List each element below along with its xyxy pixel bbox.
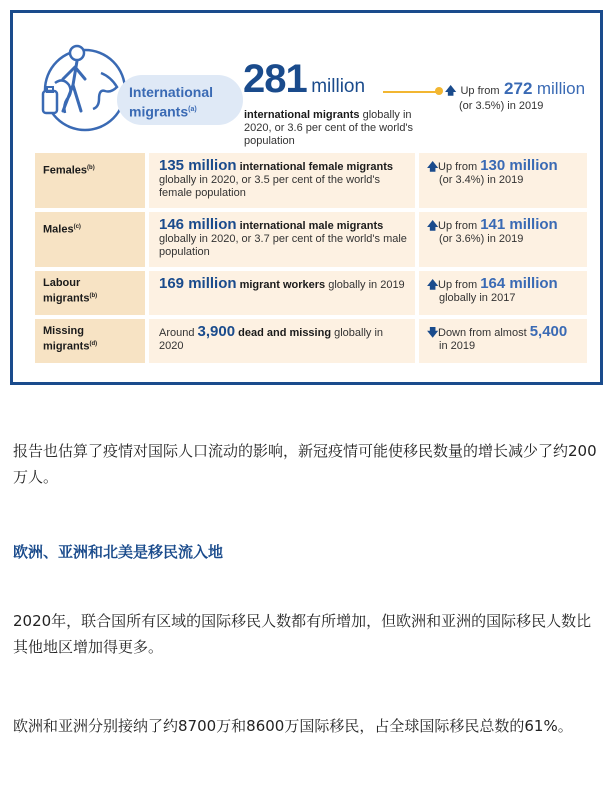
row-rest-text: globally in 2020 bbox=[159, 327, 384, 352]
row-description bbox=[149, 153, 415, 208]
row-change-detail: (or 3.4%) in 2019 bbox=[439, 174, 524, 186]
row-change-big: 141 million bbox=[480, 216, 558, 233]
row-change-prefix: Up from bbox=[438, 161, 481, 173]
row-change bbox=[419, 153, 587, 208]
row-change bbox=[419, 319, 587, 363]
row-label bbox=[35, 153, 145, 208]
row-change-prefix: Up from bbox=[438, 279, 481, 291]
up-arrow-icon: 🡅 bbox=[427, 220, 439, 232]
row-note: (b) bbox=[87, 165, 95, 171]
international-migrants-badge bbox=[117, 75, 243, 125]
row-change-big: 130 million bbox=[480, 157, 558, 174]
row-change-detail: in 2019 bbox=[439, 340, 476, 352]
headline-change-number: 272 bbox=[504, 79, 533, 98]
up-arrow-icon: 🡅 bbox=[445, 85, 457, 97]
headline-desc-rest: globally in 2020, or 3.6 per cent of the world's population bbox=[244, 109, 414, 147]
headline-section bbox=[13, 13, 600, 163]
migration-infographic bbox=[10, 10, 603, 385]
row-change bbox=[419, 212, 587, 267]
headline-number bbox=[243, 57, 365, 102]
row-description bbox=[149, 212, 415, 267]
row-bold-text: dead and missing bbox=[235, 327, 332, 339]
row-rest-text: globally in 2020, or 3.5 per cent of the world's female population bbox=[159, 174, 381, 199]
badge-note: (a) bbox=[188, 106, 197, 113]
row-change-big: 164 million bbox=[480, 275, 558, 292]
row-pre-text: Around bbox=[159, 327, 198, 339]
row-bold-text: international female migrants bbox=[236, 161, 394, 173]
article-section-heading: 欧洲、亚洲和北美是移民流入地 bbox=[13, 543, 224, 561]
migrant-breakdown-table bbox=[35, 153, 587, 367]
row-note: (b) bbox=[89, 293, 98, 299]
row-description bbox=[149, 271, 415, 315]
row-label bbox=[35, 319, 145, 363]
row-change-prefix: Up from bbox=[438, 220, 481, 232]
row-label-text: Females bbox=[43, 164, 88, 177]
row-bold-text: migrant workers bbox=[236, 279, 326, 291]
row-change bbox=[419, 271, 587, 315]
article-paragraph-2: 2020年，联合国所有区域的国际移民人数都有所增加，但欧洲和亚洲的国际移民人数比其他地区增加得更多。 bbox=[13, 612, 592, 656]
down-arrow-icon: 🡇 bbox=[427, 327, 439, 339]
headline-description bbox=[244, 109, 424, 148]
badge-label-line2: migrants bbox=[129, 103, 189, 120]
table-row bbox=[35, 271, 587, 315]
row-note: (c) bbox=[73, 224, 81, 230]
row-description bbox=[149, 319, 415, 363]
headline-desc-bold: international migrants bbox=[244, 109, 360, 121]
headline-change-unit: million bbox=[536, 79, 586, 98]
row-change-big: 5,400 bbox=[529, 323, 568, 340]
headline-number-unit: million bbox=[311, 76, 366, 97]
table-row bbox=[35, 153, 587, 208]
connector-dot bbox=[435, 87, 443, 95]
headline-change-detail: (or 3.5%) in 2019 bbox=[459, 100, 544, 112]
table-row bbox=[35, 212, 587, 267]
row-label-line1: Missing bbox=[43, 325, 84, 337]
row-change-detail: globally in 2017 bbox=[439, 292, 516, 304]
article-paragraph-1: 报告也估算了疫情对国际人口流动的影响，新冠疫情可能使移民数量的增长减少了约200万人。 bbox=[13, 442, 597, 486]
table-row bbox=[35, 319, 587, 363]
row-label-text: Males bbox=[43, 223, 74, 236]
row-label-line2: migrants bbox=[43, 292, 90, 305]
row-label-line2: migrants bbox=[43, 340, 90, 353]
headline-change-prefix: Up from bbox=[460, 85, 500, 97]
article-paragraph-3: 欧洲和亚洲分别接纳了约8700万和8600万国际移民，占全球国际移民总数的61%。 bbox=[13, 717, 573, 735]
headline-change bbox=[445, 79, 585, 112]
up-arrow-icon: 🡅 bbox=[427, 161, 439, 173]
up-arrow-icon: 🡅 bbox=[427, 279, 439, 291]
row-big-value: 135 million bbox=[159, 157, 237, 174]
row-note: (d) bbox=[89, 341, 98, 347]
row-label-line1: Labour bbox=[43, 277, 81, 289]
row-big-value: 169 million bbox=[159, 275, 237, 292]
row-rest-text: globally in 2020, or 3.7 per cent of the world's male population bbox=[159, 233, 407, 258]
headline-number-value: 281 bbox=[243, 57, 307, 101]
row-big-value: 146 million bbox=[159, 216, 237, 233]
row-bold-text: international male migrants bbox=[236, 220, 384, 232]
row-change-detail: (or 3.6%) in 2019 bbox=[439, 233, 524, 245]
row-label bbox=[35, 271, 145, 315]
row-rest-text: globally in 2019 bbox=[325, 279, 405, 291]
connector-line bbox=[383, 91, 437, 93]
row-change-prefix: Down from almost bbox=[438, 327, 530, 339]
row-label bbox=[35, 212, 145, 267]
badge-label-line1: International bbox=[129, 84, 214, 100]
row-big-value: 3,900 bbox=[197, 323, 236, 340]
